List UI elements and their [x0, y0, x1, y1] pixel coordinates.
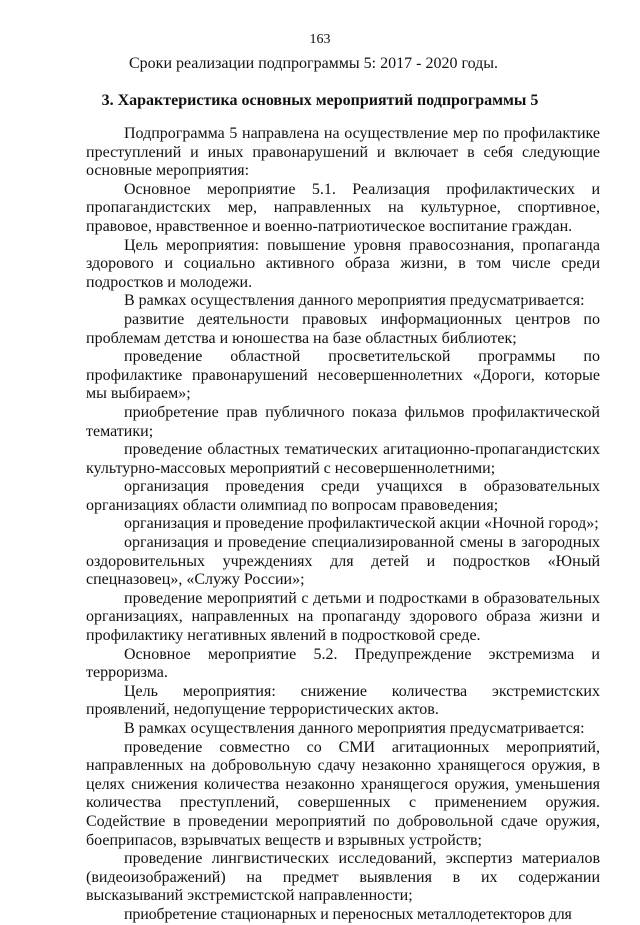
paragraph: проведение мероприятий с детьми и подростками в образовательных организациях, направленных на пропаганду здорового образа жизни и профилактику негативных явлений в подростковой среде. [86, 589, 600, 645]
paragraph: В рамках осуществления данного мероприятия предусматривается: [124, 720, 585, 737]
paragraph: Основное мероприятие 5.2. Предупреждение экстремизма и терроризма. [86, 645, 600, 682]
paragraph: проведение лингвистических исследований, экспертиз материалов (видеоизображений) на предмет выявления в их содержании высказываний экстремистской направленности; [86, 850, 600, 905]
implementation-terms: Сроки реализации подпрограммы 5: 2017 - 2020 годы. [129, 55, 499, 72]
page-number: 163 [309, 32, 331, 47]
paragraph: проведение областных тематических агитационно-пропагандистских культурно-массовых мероприятий с несовершеннолетними; [86, 441, 600, 477]
paragraph: организация и проведение специализированной смены в загородных оздоровительных учреждениях для детей и подростков «Юный спецназовец», «Служу России»; [86, 534, 600, 589]
paragraph: В рамках осуществления данного мероприятия предусматривается: [124, 292, 585, 310]
paragraph: приобретение прав публичного показа фильмов профилактической тематики; [86, 403, 600, 440]
section-heading: 3. Характеристика основных мероприятий подпрограммы 5 [101, 92, 539, 109]
paragraph: развитие деятельности правовых информационных центров по проблемам детства и юношества на базе областных библиотек; [86, 310, 600, 347]
body-text [86, 125, 600, 925]
paragraph: приобретение стационарных и переносных металлодетекторов для [124, 905, 572, 923]
paragraph: Цель мероприятия: снижение количества экстремистских проявлений, недопущение террористических актов. [86, 682, 600, 719]
paragraph: Цель мероприятия: повышение уровня правосознания, пропаганда здорового и социально активного образа жизни, в том числе среди подростков и молодежи. [86, 236, 600, 291]
paragraph: проведение совместно со СМИ агитационных мероприятий, направленных на добровольную сдачу незаконно хранящегося оружия, в целях снижения количества незаконно хранящегося оружия, уменьшения количества преступлений, совершенных с применением оружия. Содействие в проведении мероприятий по добровольной сдаче оружия, боеприпасов, взрывчатых веществ и взрывных устройств; [86, 738, 600, 849]
paragraph: организация и проведение профилактической акции «Ночной город»; [124, 515, 599, 533]
paragraph: проведение областной просветительской программы по профилактике правонарушений несовершеннолетних «Дороги, которые мы выбираем»; [86, 348, 600, 403]
paragraph: организация проведения среди учащихся в образовательных организациях области олимпиад по вопросам правоведения; [86, 478, 600, 514]
paragraph: Основное мероприятие 5.1. Реализация профилактических и пропагандистских мер, направленных на культурное, спортивное, правовое, нравственное и военно-патриотическое воспитание граждан. [86, 180, 600, 235]
paragraph: Подпрограмма 5 направлена на осуществление мер по профилактике преступлений и иных правонарушений и включает в себя следующие основные мероприятия: [86, 125, 600, 180]
